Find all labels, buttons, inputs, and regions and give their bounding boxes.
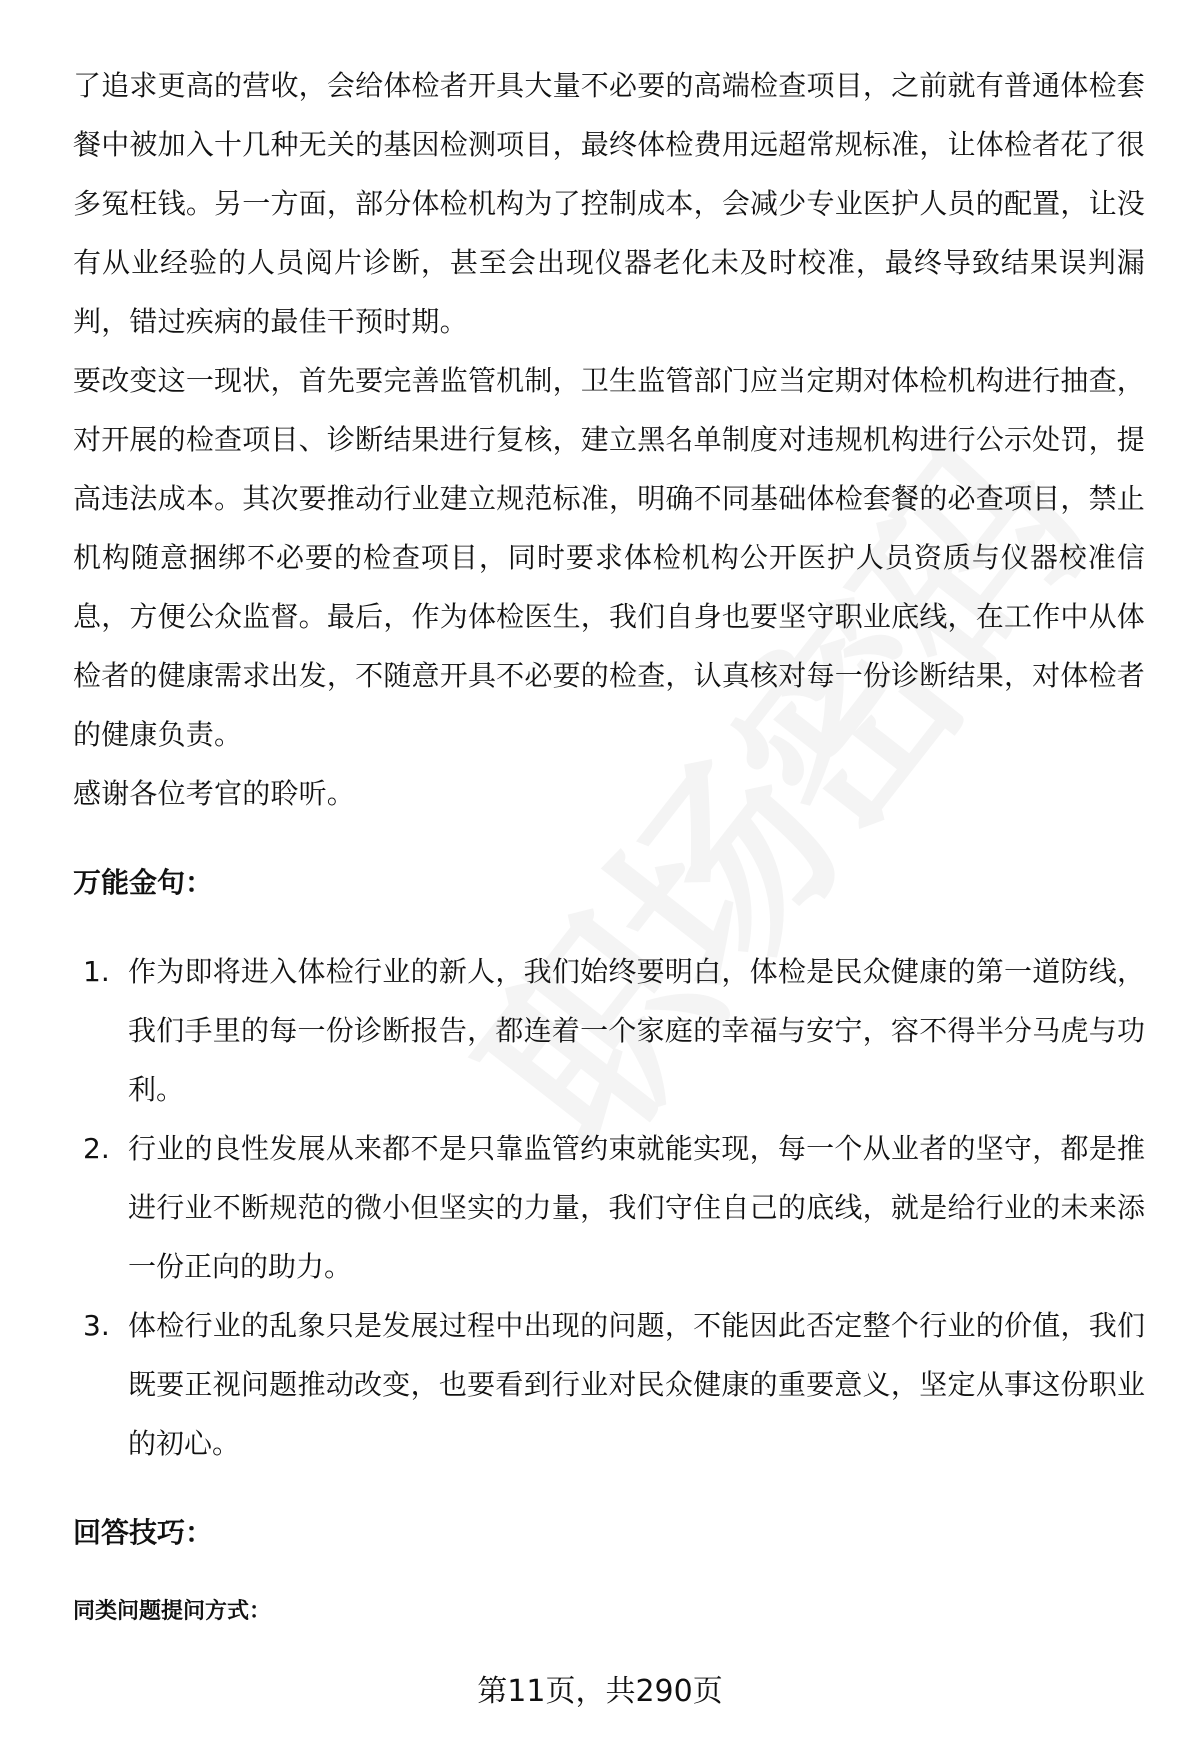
- list-item-text: 行业的良性发展从来都不是只靠监管约束就能实现，每一个从业者的坚守，都是推进行业不断规范的微小但坚实的力量，我们守住自己的底线，就是给行业的未来添一份正向的助力。: [128, 1132, 1145, 1283]
- page-number: 第11页，共290页: [477, 1674, 723, 1709]
- list-item-number: 3.: [83, 1309, 110, 1342]
- document-content: [73, 56, 1145, 1632]
- list-item-number: 2.: [83, 1132, 110, 1165]
- body-paragraph-2: 要改变这一现状，首先要完善监管机制，卫生监管部门应当定期对体检机构进行抽查，对开展的检查项目、诊断结果进行复核，建立黑名单制度对违规机构进行公示处罚，提高违法成本。其次要推动行业建立规范标准，明确不同基础体检套餐的必查项目，禁止机构随意捆绑不必要的检查项目，同时要求体检机构公开医护人员资质与仪器校准信息，方便公众监督。最后，作为体检医生，我们自身也要坚守职业底线，在工作中从体检者的健康需求出发，不随意开具不必要的检查，认真核对每一份诊断结果，对体检者的健康负责。: [73, 364, 1145, 751]
- list-item: [73, 942, 1145, 1119]
- golden-sentences-list: [73, 942, 1145, 1473]
- body-paragraph-3: 感谢各位考官的聆听。: [73, 777, 356, 810]
- list-item-text: 作为即将进入体检行业的新人，我们始终要明白，体检是民众健康的第一道防线，我们手里的每一份诊断报告，都连着一个家庭的幸福与安宁，容不得半分马虎与功利。: [128, 955, 1145, 1106]
- list-item: [73, 1119, 1145, 1296]
- question-variants-subheading: 同类问题提问方式：: [73, 1599, 272, 1624]
- list-item: [73, 1296, 1145, 1473]
- answer-tips-heading: 回答技巧：: [73, 1516, 214, 1549]
- golden-sentences-heading: 万能金句：: [73, 866, 214, 899]
- list-item-text: 体检行业的乱象只是发展过程中出现的问题，不能因此否定整个行业的价值，我们既要正视问题推动改变，也要看到行业对民众健康的重要意义，坚定从事这份职业的初心。: [128, 1309, 1145, 1460]
- list-item-number: 1.: [83, 955, 110, 988]
- body-paragraph-1: 了追求更高的营收，会给体检者开具大量不必要的高端检查项目，之前就有普通体检套餐中被加入十几种无关的基因检测项目，最终体检费用远超常规标准，让体检者花了很多冤枉钱。另一方面，部分体检机构为了控制成本，会减少专业医护人员的配置，让没有从业经验的人员阅片诊断，甚至会出现仪器老化未及时校准，最终导致结果误判漏判，错过疾病的最佳干预时期。: [73, 69, 1145, 338]
